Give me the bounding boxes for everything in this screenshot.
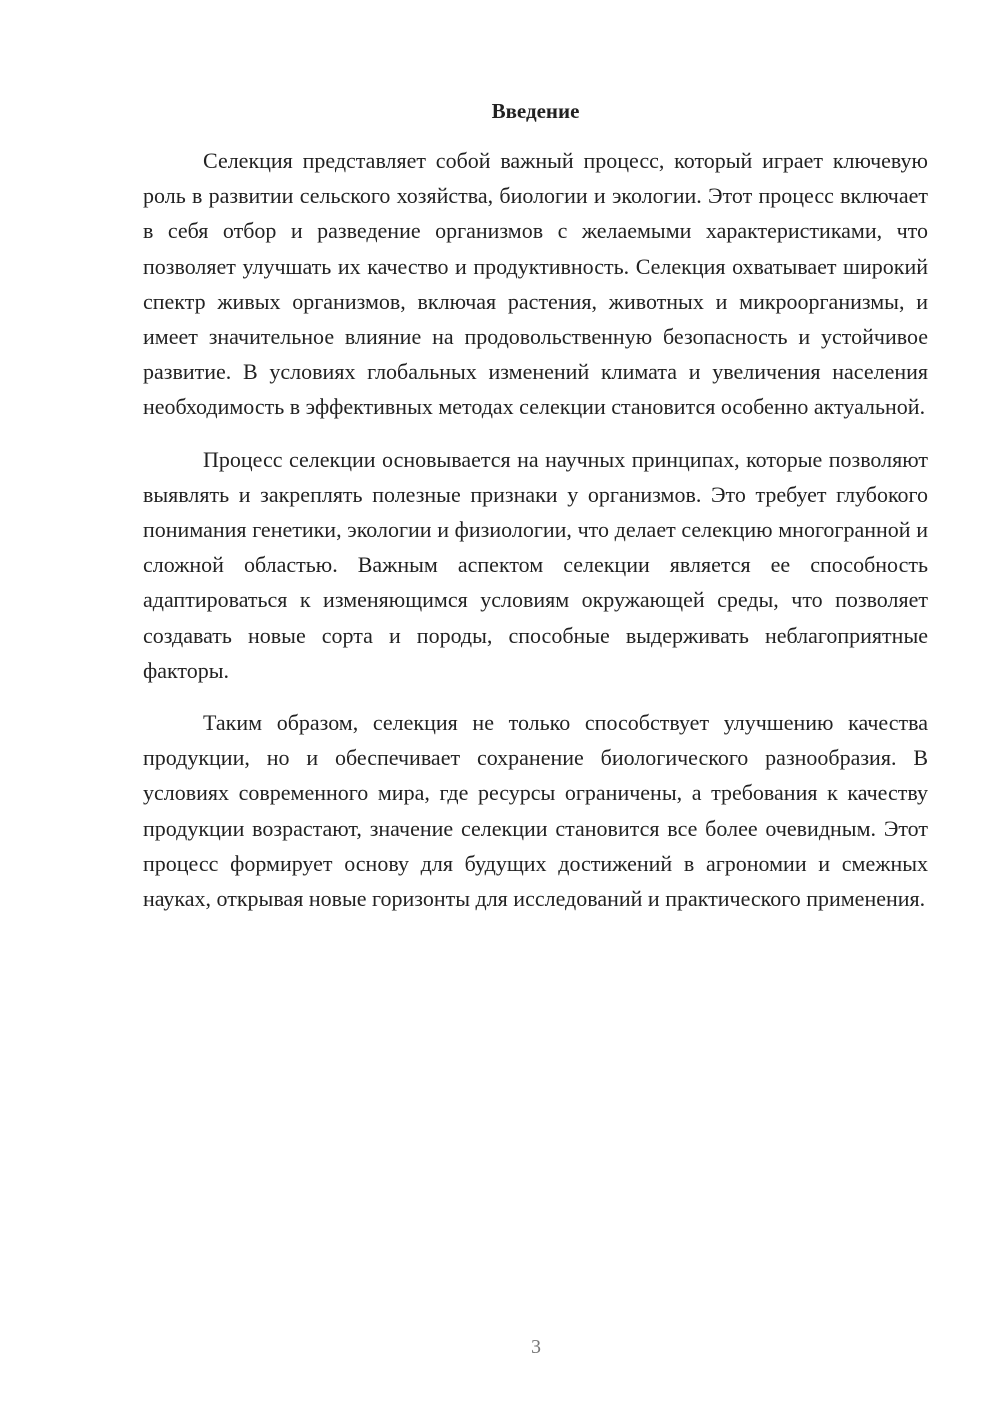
page-number: 3 — [531, 1336, 541, 1358]
paragraph-1: Селекция представляет собой важный процесс, который играет ключевую роль в развитии сельского хозяйства, биологии и экологии. Этот процесс включает в себя отбор и разведение организмов с желаемыми характеристиками, что позволяет улучшать их качество и продуктивность. Селекция охватывает широкий спектр живых организмов, включая растения, животных и микроорганизмы, и имеет значительное влияние на продовольственную безопасность и устойчивое развитие. В условиях глобальных изменений климата и увеличения населения необходимость в эффективных методах селекции становится особенно актуальной. — [143, 148, 928, 420]
document-body — [143, 143, 928, 916]
section-title: Введение — [491, 99, 580, 123]
paragraph-2: Процесс селекции основывается на научных принципах, которые позволяют выявлять и закреплять полезные признаки у организмов. Это требует глубокого понимания генетики, экологии и физиологии, что делает селекцию многогранной и сложной областью. Важным аспектом селекции является ее способность адаптироваться к изменяющимся условиям окружающей среды, что позволяет создавать новые сорта и породы, способные выдерживать неблагоприятные факторы. — [143, 446, 928, 683]
paragraph-3: Таким образом, селекция не только способствует улучшению качества продукции, но и обеспечивает сохранение биологического разнообразия. В условиях современного мира, где ресурсы ограничены, а требования к качеству продукции возрастают, значение селекции становится все более очевидным. Этот процесс формирует основу для будущих достижений в агрономии и смежных науках, открывая новые горизонты для исследований и практического применения. — [143, 710, 928, 912]
